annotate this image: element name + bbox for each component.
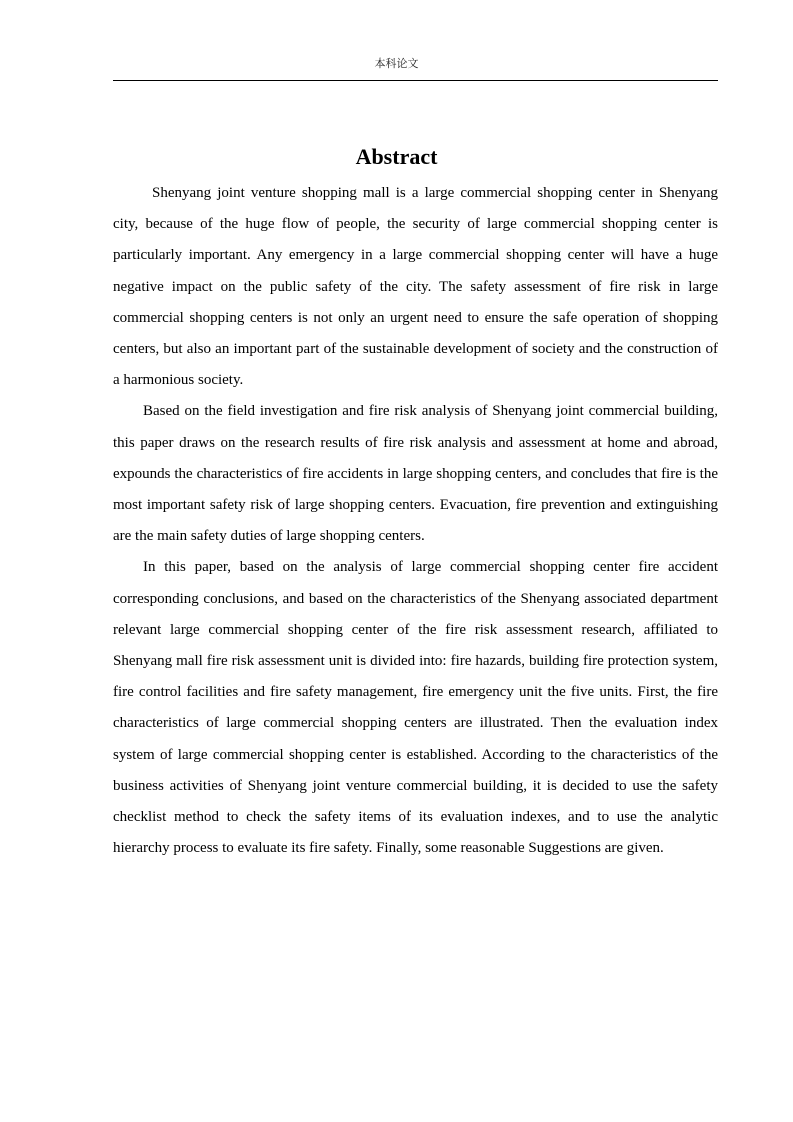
abstract-title: Abstract bbox=[355, 144, 438, 169]
abstract-body bbox=[113, 178, 718, 864]
abstract-paragraph-3: In this paper, based on the analysis of large commercial shopping center fire accident corresponding conclusions, and based on the characteristics of the Shenyang associated department relevant large commercial shopping center of the fire risk assessment research, affiliated to Shenyang mall fire risk assessment unit is divided into: fire hazards, building fire protection system, fire control facilities and fire safety management, fire emergency unit the five units. First, the fire characteristics of large commercial shopping centers are illustrated. Then the evaluation index system of large commercial shopping center is established. According to the characteristics of the business activities of Shenyang joint venture commercial building, it is decided to use the safety checklist method to check the safety items of its evaluation indexes, and to use the analytic hierarchy process to evaluate its fire safety. Finally, some reasonable Suggestions are given. bbox=[113, 559, 718, 857]
running-header: 本科论文 bbox=[374, 57, 419, 70]
header-divider bbox=[113, 80, 718, 81]
abstract-paragraph-2: Based on the field investigation and fire risk analysis of Shenyang joint commercial building, this paper draws on the research results of fire risk analysis and assessment at home and abroad, expounds the characteristics of fire accidents in large shopping centers, and concludes that fire is the most important safety risk of large shopping centers. Evacuation, fire prevention and extinguishing are the main safety duties of large shopping centers. bbox=[113, 403, 718, 545]
abstract-paragraph-1: Shenyang joint venture shopping mall is a large commercial shopping center in Shenyang city, because of the huge flow of people, the security of large commercial shopping center is particularly important. Any emergency in a large commercial shopping center will have a huge negative impact on the public safety of the city. The safety assessment of fire risk in large commercial shopping centers is not only an urgent need to ensure the safe operation of shopping centers, but also an important part of the sustainable development of society and the construction of a harmonious society. bbox=[113, 185, 718, 389]
